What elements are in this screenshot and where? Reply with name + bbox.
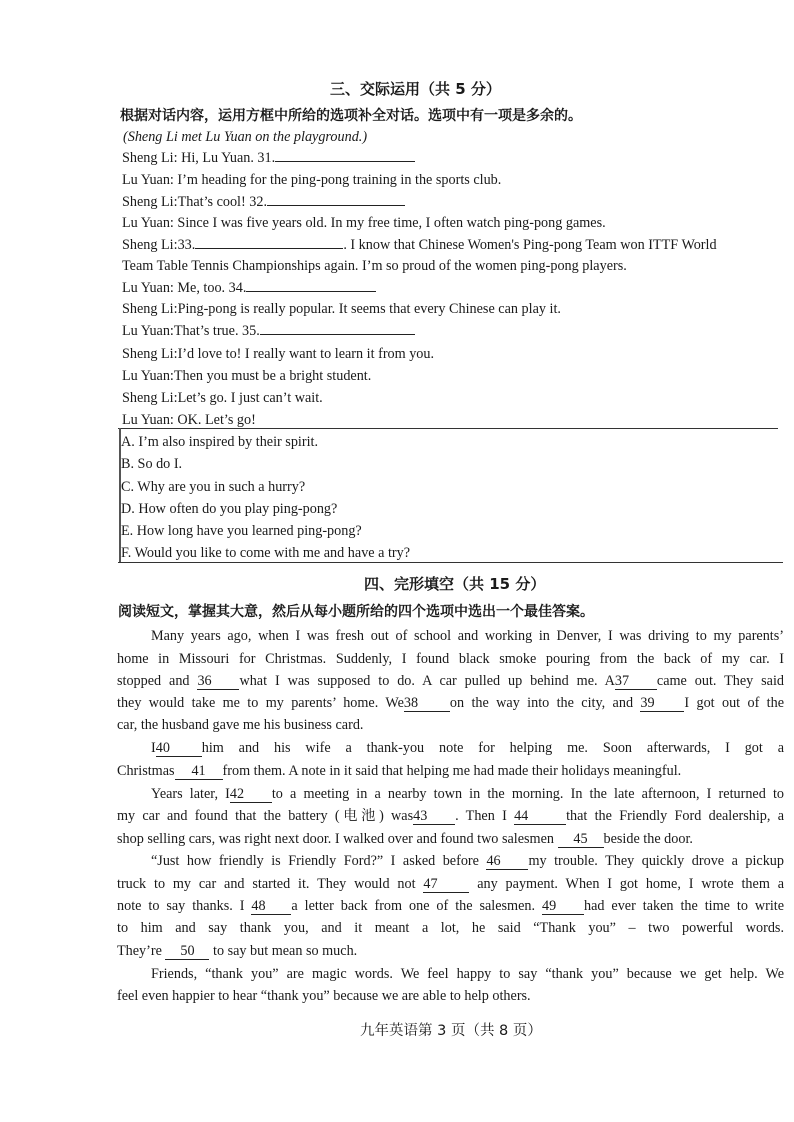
passage-text: shop selling cars, was right next door. I walked over and found two salesmen — [117, 831, 558, 847]
passage-text: my trouble. They quickly drove a pickup — [528, 853, 784, 869]
passage-text: Christmas — [117, 763, 175, 779]
option-item: B. So do I. — [121, 456, 183, 472]
passage-line — [117, 896, 784, 916]
passage-text: beside the door. — [603, 831, 693, 847]
section3-heading: 三、交际运用（共 5 分） — [330, 80, 501, 98]
passage-text: to a meeting in a nearby town in the morning. In the late afternoon, I returned to — [271, 786, 784, 802]
section3-instruction: 根据对话内容，运用方框中所给的选项补全对话。选项中有一项是多余的。 — [120, 108, 582, 124]
options-box-top-border — [118, 428, 778, 429]
dialogue-line — [122, 170, 501, 190]
dialogue-line-text: Sheng Li:Let’s go. I just can’t wait. — [122, 390, 323, 406]
option-item: A. I’m also inspired by their spirit. — [121, 434, 319, 450]
passage-text: had ever taken the time to write — [583, 898, 785, 914]
passage-text: I got out of the — [684, 695, 784, 711]
passage-text: any payment. When I got home, I wrote them a — [469, 876, 784, 892]
option-item: C. Why are you in such a hurry? — [121, 479, 306, 495]
cloze-blank-44[interactable]: 44 — [514, 808, 566, 825]
passage-text: they would take me to my parents’ home. We — [117, 695, 404, 711]
dialogue-line-text: Sheng Li:That’s cool! 32. — [122, 194, 268, 210]
passage-line — [117, 671, 784, 691]
dialogue-line — [122, 256, 627, 276]
answer-blank[interactable] — [275, 161, 415, 162]
dialogue-line-text: Lu Yuan: Me, too. 34. — [122, 280, 247, 296]
dialogue-line — [122, 388, 323, 408]
cloze-blank-45[interactable]: 45 — [558, 831, 604, 848]
passage-line — [151, 738, 784, 758]
dialogue-line — [122, 366, 371, 386]
passage-text: my car and found that the battery (电池) was — [117, 808, 414, 824]
passage-line — [117, 649, 784, 669]
passage-line — [117, 941, 357, 961]
passage-text: him and his wife a thank-you note for helping me. Soon afterwards, I got a — [201, 740, 784, 756]
answer-blank[interactable] — [267, 205, 405, 206]
answer-blank[interactable] — [246, 291, 376, 292]
dialogue-line — [122, 192, 405, 212]
passage-line — [117, 874, 784, 894]
passage-text: what I was supposed to do. A car pulled up behind me. A — [239, 673, 615, 689]
dialogue-scene: (Sheng Li met Lu Yuan on the playground.) — [123, 129, 368, 145]
cloze-blank-43[interactable]: 43 — [413, 808, 455, 825]
options-box-bottom-border — [118, 562, 783, 563]
dialogue-line-text: Sheng Li: Hi, Lu Yuan. 31. — [122, 150, 276, 166]
page-footer: 九年英语第 3 页（共 8 页） — [360, 1023, 542, 1039]
passage-line — [151, 964, 784, 984]
dialogue-line — [122, 278, 376, 298]
passage-line — [117, 761, 681, 781]
cloze-blank-38[interactable]: 38 — [404, 695, 450, 712]
cloze-blank-37[interactable]: 37 — [615, 673, 657, 690]
passage-text: I — [151, 740, 156, 756]
option-item: F. Would you like to come with me and have a try? — [121, 545, 411, 561]
cloze-blank-41[interactable]: 41 — [175, 763, 223, 780]
passage-text: truck to my car and started it. They would not — [117, 876, 424, 892]
passage-line — [117, 829, 693, 849]
cloze-blank-46[interactable]: 46 — [486, 853, 528, 870]
section4-heading: 四、完形填空（共 15 分） — [364, 575, 546, 593]
dialogue-line-text: Sheng Li:33. — [122, 237, 196, 253]
passage-line — [117, 715, 363, 735]
passage-text: came out. They said — [656, 673, 785, 689]
cloze-blank-42[interactable]: 42 — [230, 786, 272, 803]
passage-line — [117, 806, 784, 826]
cloze-blank-50[interactable]: 50 — [165, 943, 209, 960]
passage-text: feel even happier to hear “thank you” because we are able to help others. — [117, 988, 531, 1004]
passage-text: car, the husband gave me his business card. — [117, 717, 364, 733]
dialogue-line-text: Team Table Tennis Championships again. I’m so proud of the women ping-pong players. — [122, 258, 627, 274]
passage-line — [117, 986, 531, 1006]
passage-text: Years later, I — [151, 786, 230, 802]
passage-line — [117, 693, 784, 713]
dialogue-line-text: Sheng Li:Ping-pong is really popular. It seems that every Chinese can play it. — [122, 301, 561, 317]
passage-text: to him and say thank you, and it meant a lot, he said “Thank you” – two powerful words. — [117, 920, 784, 936]
passage-line — [151, 784, 784, 804]
passage-text: They’re — [117, 943, 166, 959]
option-item: E. How long have you learned ping-pong? — [121, 523, 362, 539]
dialogue-line — [122, 410, 256, 430]
cloze-blank-40[interactable]: 40 — [156, 740, 202, 757]
dialogue-line — [122, 344, 434, 364]
dialogue-line-text: Sheng Li:I’d love to! I really want to learn it from you. — [122, 346, 435, 362]
passage-line — [151, 626, 784, 646]
section4-instruction: 阅读短文，掌握其大意，然后从每小题所给的四个选项中选出一个最佳答案。 — [118, 604, 594, 620]
option-item: D. How often do you play ping-pong? — [121, 501, 338, 517]
passage-text: “Just how friendly is Friendly Ford?” I asked before — [151, 853, 487, 869]
passage-text: to say but mean so much. — [209, 943, 358, 959]
cloze-blank-36[interactable]: 36 — [197, 673, 239, 690]
dialogue-line — [122, 148, 415, 168]
passage-line — [117, 918, 784, 938]
passage-text: Friends, “thank you” are magic words. We feel happy to say “thank you” because we get help. We — [151, 966, 784, 982]
dialogue-line — [122, 299, 561, 319]
passage-text: on the way into the city, and — [449, 695, 641, 711]
cloze-blank-49[interactable]: 49 — [542, 898, 584, 915]
passage-text: stopped and — [117, 673, 198, 689]
passage-text: . Then I — [455, 808, 515, 824]
dialogue-line-text: Lu Yuan:That’s true. 35. — [122, 323, 260, 339]
passage-text: a letter back from one of the salesmen. — [291, 898, 542, 914]
passage-text: Many years ago, when I was fresh out of school and working in Denver, I was driving to my parents’ — [151, 628, 784, 644]
passage-text: home in Missouri for Christmas. Suddenly, I found black smoke pouring from the back of my car. I — [117, 651, 784, 667]
passage-text: note to say thanks. I — [117, 898, 252, 914]
dialogue-line-text: . I know that Chinese Women's Ping-pong Team won ITTF World — [343, 237, 717, 253]
cloze-blank-47[interactable]: 47 — [423, 876, 469, 893]
dialogue-line — [122, 235, 717, 255]
answer-blank[interactable] — [260, 334, 415, 335]
cloze-blank-48[interactable]: 48 — [251, 898, 291, 915]
dialogue-line — [122, 321, 415, 341]
dialogue-line-text: Lu Yuan: I’m heading for the ping-pong training in the sports club. — [122, 172, 502, 188]
dialogue-line-text: Lu Yuan: Since I was five years old. In my free time, I often watch ping-pong games. — [122, 215, 606, 231]
dialogue-line — [122, 213, 606, 233]
passage-line — [151, 851, 784, 871]
cloze-blank-39[interactable]: 39 — [640, 695, 684, 712]
dialogue-line-text: Lu Yuan:Then you must be a bright student. — [122, 368, 372, 384]
passage-text: from them. A note in it said that helping me had made their holidays meaningful. — [222, 763, 682, 779]
passage-text: that the Friendly Ford dealership, a — [566, 808, 785, 824]
answer-blank[interactable] — [195, 248, 343, 249]
dialogue-line-text: Lu Yuan: OK. Let’s go! — [122, 412, 256, 428]
